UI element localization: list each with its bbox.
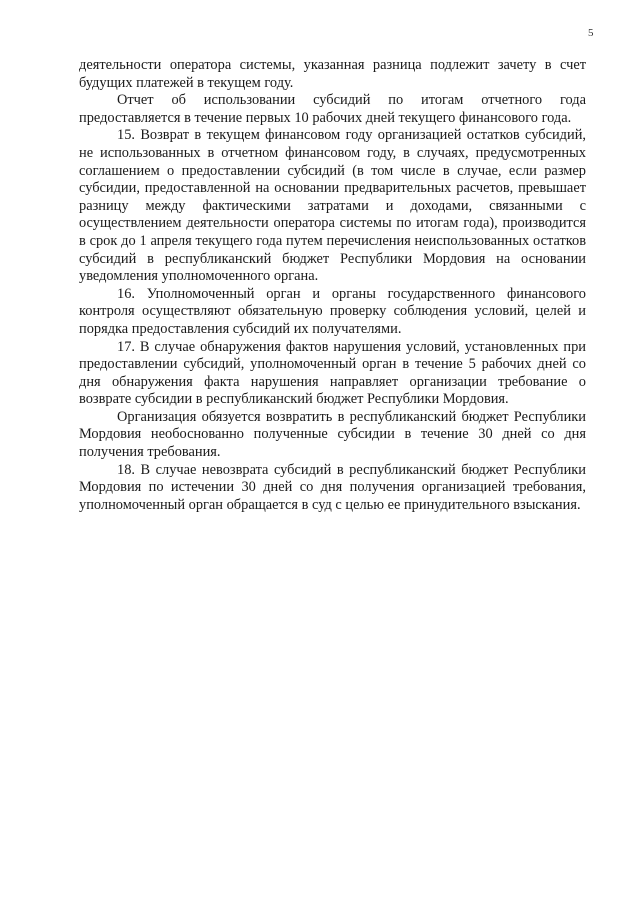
paragraph-obligation: Организация обязуется возвратить в республиканский бюджет Республики Мордовия необоснованно полученные субсидии в течение 30 дней со дня получения требования.	[79, 408, 586, 461]
paragraph-item-16: 16. Уполномоченный орган и органы государственного финансового контроля осуществляют обязательную проверку соблюдения условий, целей и порядка предоставления субсидий их получателями.	[79, 285, 586, 337]
paragraph-continuation: деятельности оператора системы, указанная разница подлежит зачету в счет будущих платежей в текущем году.	[79, 57, 586, 91]
paragraph-item-15: 15. Возврат в текущем финансовом году организацией остатков субсидий, не использованных в отчетном финансовом году, в случаях, предусмотренных соглашением о предоставлении субсидий (в том числе в случае, если размер субсидии, предоставленной на основании предварительных расчетов, превышает разницу между фактическими затратами и доходами, связанными с осуществлением деятельности оператора системы по итогам года), производится в срок до 1 апреля текущего года путем перечисления неиспользованных остатков субсидий в республиканский бюджет Республики Мордовия на основании уведомления уполномоченного органа.	[79, 127, 586, 285]
paragraph-item-17: 17. В случае обнаружения фактов нарушения условий, установленных при предоставлении субсидий, уполномоченный орган в течение 5 рабочих дней со дня обнаружения факта нарушения направляет организации требование о возврате субсидии в республиканский бюджет Республики Мордовия.	[79, 338, 586, 408]
paragraph-report: Отчет об использовании субсидий по итогам отчетного года предоставляется в течение первых 10 рабочих дней текущего финансового года.	[79, 92, 586, 126]
paragraph-item-18: 18. В случае невозврата субсидий в республиканский бюджет Республики Мордовия по истечении 30 дней со дня получения организацией требования, уполномоченный орган обращается в суд с целью ее принудительного взыскания.	[79, 461, 586, 513]
page-number: 5	[588, 27, 594, 39]
document-body	[79, 57, 586, 514]
